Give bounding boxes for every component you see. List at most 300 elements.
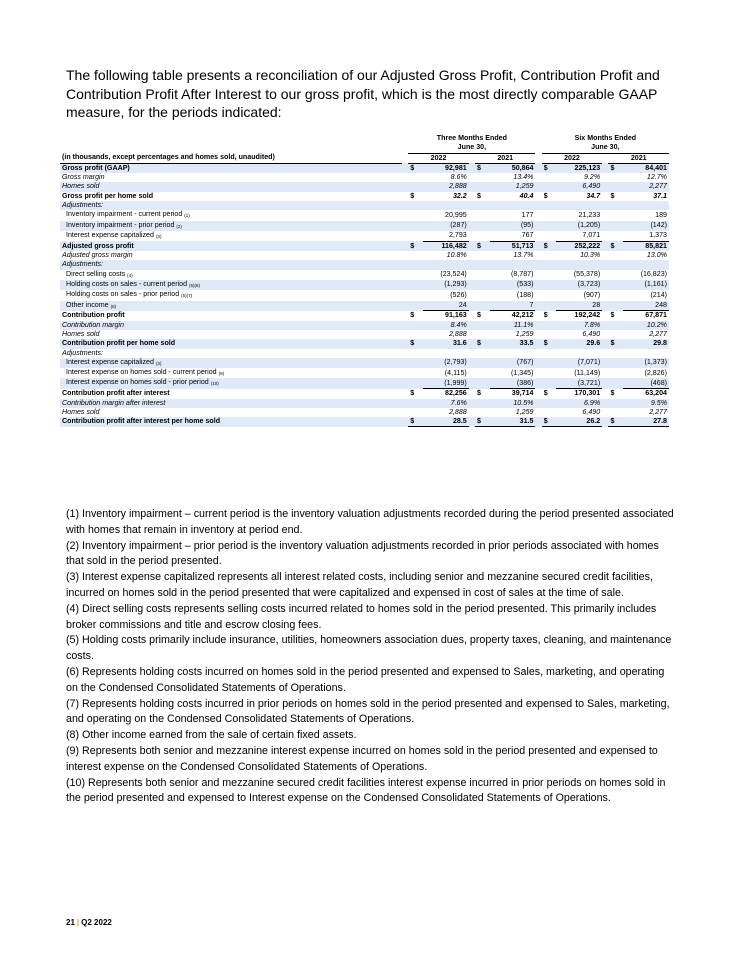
currency-symbol (475, 399, 490, 408)
currency-symbol: $ (543, 191, 548, 200)
row-label-text: Adjusted gross profit (62, 241, 134, 250)
currency-symbol (608, 251, 623, 260)
value-cell: 26.2 (556, 417, 602, 427)
row-label (60, 173, 402, 182)
currency-symbol (608, 221, 623, 231)
footnote-ref: (10) (210, 381, 219, 387)
currency-symbol (542, 368, 557, 378)
row-label (60, 163, 402, 173)
value-cell: (287) (423, 221, 469, 231)
value-cell: 10.3% (580, 251, 601, 260)
row-label (60, 201, 402, 210)
currency-symbol: $ (608, 163, 623, 173)
currency-symbol (408, 221, 423, 231)
value-cell (623, 260, 669, 269)
value-cell: 1,259 (490, 182, 536, 191)
currency-symbol (475, 301, 490, 311)
currency-symbol (608, 231, 623, 241)
row-label (60, 358, 402, 368)
group-header-three-months: Three Months Ended (436, 134, 507, 142)
currency-symbol (475, 173, 490, 182)
row-label-text: Gross margin (62, 173, 105, 182)
value-cell: 11.1% (490, 321, 536, 330)
row-label (60, 210, 402, 220)
value-cell: 7 (490, 301, 536, 311)
footnote: (3) Interest expense capitalized represents all interest related costs, including senior and mezzanine secured credit facilities, incurred on homes sold in the period presented that were capitalized and expensed in cost of sales at the time of sale. (66, 571, 653, 599)
currency-symbol (542, 280, 557, 290)
currency-symbol (475, 182, 490, 191)
footnote: (6) Represents holding costs incurred on homes sold in the period presented and expensed to Sales, marketing, and operating on the Condensed Consolidated Statements of Operations. (66, 665, 665, 694)
currency-symbol (542, 378, 557, 388)
value-cell: 50,864 (490, 163, 536, 173)
value-cell: 6,490 (556, 182, 602, 191)
currency-symbol (542, 290, 557, 300)
value-cell: 34.7 (586, 191, 601, 200)
value-cell: (11,149) (574, 368, 601, 377)
value-cell: (23,524) (440, 270, 467, 279)
table-row (60, 163, 669, 173)
value-cell: (188) (516, 290, 534, 299)
currency-symbol (542, 260, 557, 269)
currency-symbol: $ (408, 417, 423, 427)
currency-symbol (542, 210, 557, 220)
currency-symbol (408, 270, 423, 280)
footnote-ref: (5)(7) (181, 293, 193, 299)
value-cell: 13.4% (513, 173, 534, 182)
row-label-text: Other income (66, 300, 109, 309)
currency-symbol: $ (542, 339, 557, 348)
footnote: (9) Represents both senior and mezzanine interest expense incurred on homes sold in the period presented and expensed to interest expense on the Condensed Consolidated Statements of Operations. (66, 744, 658, 773)
value-cell: 51,713 (490, 241, 536, 251)
row-label-text: Adjusted gross margin (62, 251, 133, 260)
currency-symbol (608, 399, 623, 408)
row-label-text: Gross profit (GAAP) (62, 163, 130, 172)
currency-symbol (542, 231, 557, 241)
currency-symbol (408, 280, 423, 290)
currency-symbol: $ (608, 339, 623, 348)
value-cell: 92,981 (423, 163, 469, 173)
currency-symbol (608, 349, 623, 358)
currency-symbol (475, 221, 490, 231)
footer-period: Q2 2022 (81, 918, 112, 927)
footnote-ref: (4) (127, 272, 133, 278)
page-footer (66, 918, 112, 927)
row-label-text: Contribution profit after interest per home sold (62, 417, 221, 426)
currency-symbol (542, 321, 557, 330)
currency-symbol (475, 378, 490, 388)
value-cell (423, 201, 469, 210)
table-row (60, 368, 669, 378)
value-cell: (526) (450, 290, 467, 299)
currency-symbol: $ (475, 417, 490, 427)
currency-symbol (408, 290, 423, 300)
currency-symbol (542, 349, 557, 358)
row-label-text: Homes sold (62, 407, 100, 416)
value-cell: 9.2% (584, 173, 601, 182)
footnote-ref: (3) (155, 233, 162, 239)
table-row (60, 251, 669, 260)
table-row (60, 210, 669, 220)
row-label-text: Interest expense capitalized (66, 230, 154, 239)
value-cell: 8.6% (450, 173, 467, 182)
value-cell: 33.5 (490, 339, 536, 348)
currency-symbol (542, 251, 557, 260)
value-cell: 10.5% (490, 399, 536, 408)
value-cell: 13.7% (513, 251, 534, 260)
currency-symbol (408, 408, 423, 417)
value-cell (490, 260, 536, 269)
value-cell: (767) (490, 358, 536, 368)
currency-symbol (408, 251, 423, 260)
value-cell: 63,204 (623, 389, 669, 399)
value-cell: (7,071) (556, 358, 602, 368)
value-cell (423, 260, 469, 269)
row-label-text: Homes sold (62, 329, 100, 338)
row-label (60, 231, 402, 241)
value-cell: (2,793) (423, 358, 469, 368)
value-cell: (3,721) (556, 378, 602, 388)
currency-symbol (608, 358, 623, 368)
table-row (60, 290, 669, 300)
currency-symbol (542, 221, 557, 231)
currency-symbol (608, 210, 623, 220)
currency-symbol (475, 251, 490, 260)
table-group-header-row (60, 134, 669, 143)
currency-symbol (475, 280, 490, 290)
currency-symbol (608, 321, 623, 330)
currency-symbol (475, 330, 490, 339)
value-cell (490, 201, 536, 210)
value-cell: 6,490 (582, 329, 601, 338)
currency-symbol (542, 301, 557, 311)
currency-symbol: $ (408, 241, 423, 251)
currency-symbol: $ (542, 417, 557, 427)
currency-symbol: $ (608, 241, 623, 251)
value-cell: 2,888 (423, 182, 469, 191)
row-label (60, 241, 402, 251)
value-cell: 767 (490, 231, 536, 241)
table-units-label: (in thousands, except percentages and homes sold, unaudited) (60, 153, 402, 163)
currency-symbol (608, 173, 623, 182)
value-cell: 31.6 (423, 339, 469, 348)
row-label-text: Inventory impairment - current period (66, 210, 183, 219)
row-label (60, 290, 402, 300)
row-label-text: Interest expense capitalized (66, 357, 154, 366)
intro-paragraph: The following table presents a reconciliation of our Adjusted Gross Profit, Contribution Profit and Contribution Profit After Interest to our gross profit, which is the most directly comparable GAAP measure, for the periods indicated: (66, 67, 660, 120)
year-header: 2021 (475, 153, 535, 163)
row-label (60, 321, 402, 330)
value-cell: 39,714 (490, 389, 536, 399)
table-row (60, 358, 669, 368)
footnote-ref: (1) (184, 213, 190, 219)
currency-symbol (542, 399, 557, 408)
value-cell: (1,345) (510, 368, 534, 377)
currency-symbol (475, 210, 490, 220)
value-cell: (95) (490, 221, 536, 231)
page-number: 21 (66, 918, 75, 927)
value-cell: 10.8% (446, 251, 467, 260)
row-label-text: Direct selling costs (66, 269, 126, 278)
value-cell: 6,490 (582, 407, 601, 416)
footnote: (2) Inventory impairment – prior period is the inventory valuation adjustments recorded in prior periods associated with homes that sold in the period presented. (66, 539, 659, 568)
currency-symbol: $ (475, 163, 490, 173)
currency-symbol (408, 210, 423, 220)
value-cell: (55,378) (573, 270, 601, 279)
table-row (60, 192, 669, 201)
value-cell (490, 349, 536, 358)
value-cell: (214) (650, 290, 667, 299)
value-cell: 10.2% (623, 321, 669, 330)
currency-symbol (608, 270, 623, 280)
value-cell (556, 349, 602, 358)
row-label (60, 408, 402, 417)
value-cell: (2,826) (644, 368, 667, 377)
value-cell (556, 201, 602, 210)
row-label (60, 182, 402, 191)
table-row (60, 231, 669, 241)
value-cell: 21,233 (578, 210, 601, 219)
currency-symbol: $ (608, 417, 623, 427)
currency-symbol (608, 201, 623, 210)
currency-symbol (542, 330, 557, 339)
row-label (60, 368, 402, 378)
table-row (60, 321, 669, 330)
currency-symbol (542, 173, 557, 182)
currency-symbol: $ (610, 311, 615, 320)
currency-symbol (608, 260, 623, 269)
value-cell: (8,787) (510, 270, 534, 279)
value-cell: (4,115) (444, 368, 467, 377)
value-cell: 12.7% (646, 173, 667, 182)
currency-symbol (475, 358, 490, 368)
row-label-text: Inventory impairment - prior period (66, 220, 175, 229)
currency-symbol (475, 408, 490, 417)
table-row (60, 349, 669, 358)
currency-symbol (608, 368, 623, 378)
currency-symbol: $ (542, 163, 557, 173)
row-label-text: Contribution margin (62, 320, 124, 329)
currency-symbol: $ (610, 191, 615, 200)
value-cell: 248 (623, 301, 669, 311)
row-label-text: Adjustments: (62, 348, 104, 357)
table-row (60, 280, 669, 290)
currency-symbol (608, 280, 623, 290)
currency-symbol: $ (408, 339, 423, 348)
currency-symbol (542, 201, 557, 210)
row-label-text: Interest expense on homes sold - current period (66, 368, 217, 377)
footnote: (4) Direct selling costs represents selling costs incurred related to homes sold in the period presented. This primarily includes broker commissions and title and escrow closing fees. (66, 602, 657, 631)
currency-symbol: $ (543, 388, 548, 397)
value-cell: (468) (623, 378, 669, 388)
reconciliation-table (60, 134, 669, 427)
currency-symbol (475, 270, 490, 280)
value-cell: 20,995 (445, 210, 467, 219)
year-header: 2021 (608, 153, 669, 163)
row-label-text: Adjustments: (62, 260, 104, 269)
table-row (60, 301, 669, 311)
value-cell: 32.2 (452, 191, 467, 200)
value-cell: 91,163 (423, 311, 469, 321)
row-label (60, 378, 402, 388)
value-cell: 67,871 (623, 311, 669, 321)
row-label-text: Contribution profit per home sold (62, 339, 176, 348)
group-header-six-months: Six Months Ended (574, 134, 637, 142)
value-cell: 28 (556, 301, 602, 311)
footnote-ref: (9) (218, 371, 225, 377)
row-label (60, 270, 402, 280)
currency-symbol (608, 378, 623, 388)
table-row (60, 182, 669, 191)
currency-symbol: $ (477, 388, 481, 397)
currency-symbol (475, 368, 490, 378)
currency-symbol (408, 201, 423, 210)
table-row (60, 330, 669, 339)
footnote-ref: (3) (155, 360, 162, 366)
currency-symbol (408, 368, 423, 378)
currency-symbol: $ (542, 241, 557, 251)
row-label-text: Contribution profit after interest (62, 388, 170, 397)
value-cell: 2,277 (649, 329, 667, 338)
value-cell: 13.0% (646, 251, 667, 260)
currency-symbol (608, 330, 623, 339)
value-cell: 7.8% (556, 321, 602, 330)
currency-symbol (475, 290, 490, 300)
currency-symbol (408, 231, 423, 241)
table-group-subheader-row (60, 143, 669, 153)
currency-symbol (408, 358, 423, 368)
row-label-text: Homes sold (62, 182, 100, 191)
value-cell: (142) (623, 221, 669, 231)
row-label-text: Contribution margin after interest (62, 398, 166, 407)
currency-symbol (408, 301, 423, 311)
currency-symbol (408, 378, 423, 388)
footnote-ref: (2) (176, 223, 182, 229)
row-label (60, 339, 402, 348)
currency-symbol (542, 182, 557, 191)
value-cell: (1,293) (423, 280, 469, 290)
value-cell: 42,212 (490, 311, 536, 321)
value-cell: 2,277 (623, 182, 669, 191)
footnote: (7) Represents holding costs incurred in prior periods on homes sold in the period presented and expensed to Sales, marketing, and operating on the Condensed Consolidated Statements of Operations. (66, 697, 670, 726)
table-row (60, 417, 669, 427)
row-label (60, 251, 402, 260)
currency-symbol (408, 321, 423, 330)
value-cell: 7.6% (423, 399, 469, 408)
table-row (60, 408, 669, 417)
footnote-ref: (8) (110, 303, 117, 309)
row-label (60, 192, 402, 201)
value-cell: 31.5 (490, 417, 536, 427)
value-cell: 192,242 (556, 311, 602, 321)
footnotes (66, 507, 678, 807)
value-cell: 6.9% (556, 399, 602, 408)
value-cell: 29.8 (623, 339, 669, 348)
value-cell: 177 (521, 210, 534, 219)
currency-symbol (475, 321, 490, 330)
row-label-text: Contribution profit (62, 311, 125, 320)
table-row (60, 260, 669, 269)
currency-symbol (408, 349, 423, 358)
value-cell: (1,999) (423, 378, 469, 388)
value-cell: (3,723) (556, 280, 602, 290)
value-cell: 7,071 (556, 231, 602, 241)
row-label-text: Holding costs on sales - prior period (66, 290, 180, 299)
value-cell: 8.4% (423, 321, 469, 330)
footnote: (5) Holding costs primarily include insurance, utilities, homeowners association dues, property taxes, cleaning, and maintenance costs. (66, 634, 672, 663)
value-cell: 189 (655, 210, 667, 219)
table-year-header-row (60, 153, 669, 163)
row-label (60, 260, 402, 269)
currency-symbol: $ (477, 191, 481, 200)
currency-symbol (608, 301, 623, 311)
currency-symbol (475, 201, 490, 210)
currency-symbol: $ (410, 311, 415, 320)
footnote: (1) Inventory impairment – current period is the inventory valuation adjustments recorded during the period presented associated with homes that remain in inventory at period end. (66, 508, 674, 536)
value-cell: 1,259 (515, 407, 534, 416)
value-cell: 84,401 (623, 163, 669, 173)
table-row (60, 339, 669, 348)
currency-symbol (408, 182, 423, 191)
value-cell: 29.6 (556, 339, 602, 348)
currency-symbol (408, 173, 423, 182)
value-cell: 1,259 (515, 329, 534, 338)
row-label (60, 280, 402, 290)
currency-symbol: $ (475, 339, 490, 348)
value-cell: 82,256 (423, 389, 469, 399)
value-cell: 252,222 (556, 241, 602, 251)
value-cell: 85,821 (623, 241, 669, 251)
currency-symbol (475, 260, 490, 269)
value-cell (556, 260, 602, 269)
value-cell: (1,373) (623, 358, 669, 368)
year-header: 2022 (542, 153, 602, 163)
table-row (60, 311, 669, 321)
value-cell: 37.1 (653, 191, 667, 200)
currency-symbol (408, 330, 423, 339)
currency-symbol (542, 270, 557, 280)
value-cell (623, 201, 669, 210)
value-cell (423, 349, 469, 358)
value-cell: 116,482 (423, 241, 469, 251)
row-label (60, 417, 402, 427)
currency-symbol (408, 260, 423, 269)
currency-symbol: $ (477, 311, 481, 320)
row-label-text: Adjustments: (62, 201, 104, 210)
footnote: (8) Other income earned from the sale of certain fixed assets. (66, 729, 357, 742)
currency-symbol: $ (475, 241, 490, 251)
value-cell: 24 (423, 301, 469, 311)
currency-symbol (608, 182, 623, 191)
group-subheader-six-months: June 30, (542, 143, 669, 153)
row-label (60, 399, 402, 408)
row-label-text: Interest expense on homes sold - prior period (66, 378, 209, 387)
currency-symbol (542, 408, 557, 417)
footnote-ref: (5)(6) (189, 282, 201, 288)
row-label-text: Holding costs on sales - current period (66, 279, 188, 288)
year-header: 2022 (408, 153, 468, 163)
value-cell: 27.8 (623, 417, 669, 427)
group-subheader-three-months: June 30, (408, 143, 535, 153)
value-cell: (1,205) (556, 221, 602, 231)
currency-symbol (608, 290, 623, 300)
table-row (60, 399, 669, 408)
value-cell: (16,823) (640, 270, 667, 279)
row-label (60, 330, 402, 339)
value-cell: (1,161) (623, 280, 669, 290)
value-cell: 170,301 (556, 389, 602, 399)
value-cell: 40.4 (519, 191, 534, 200)
table-row (60, 378, 669, 388)
